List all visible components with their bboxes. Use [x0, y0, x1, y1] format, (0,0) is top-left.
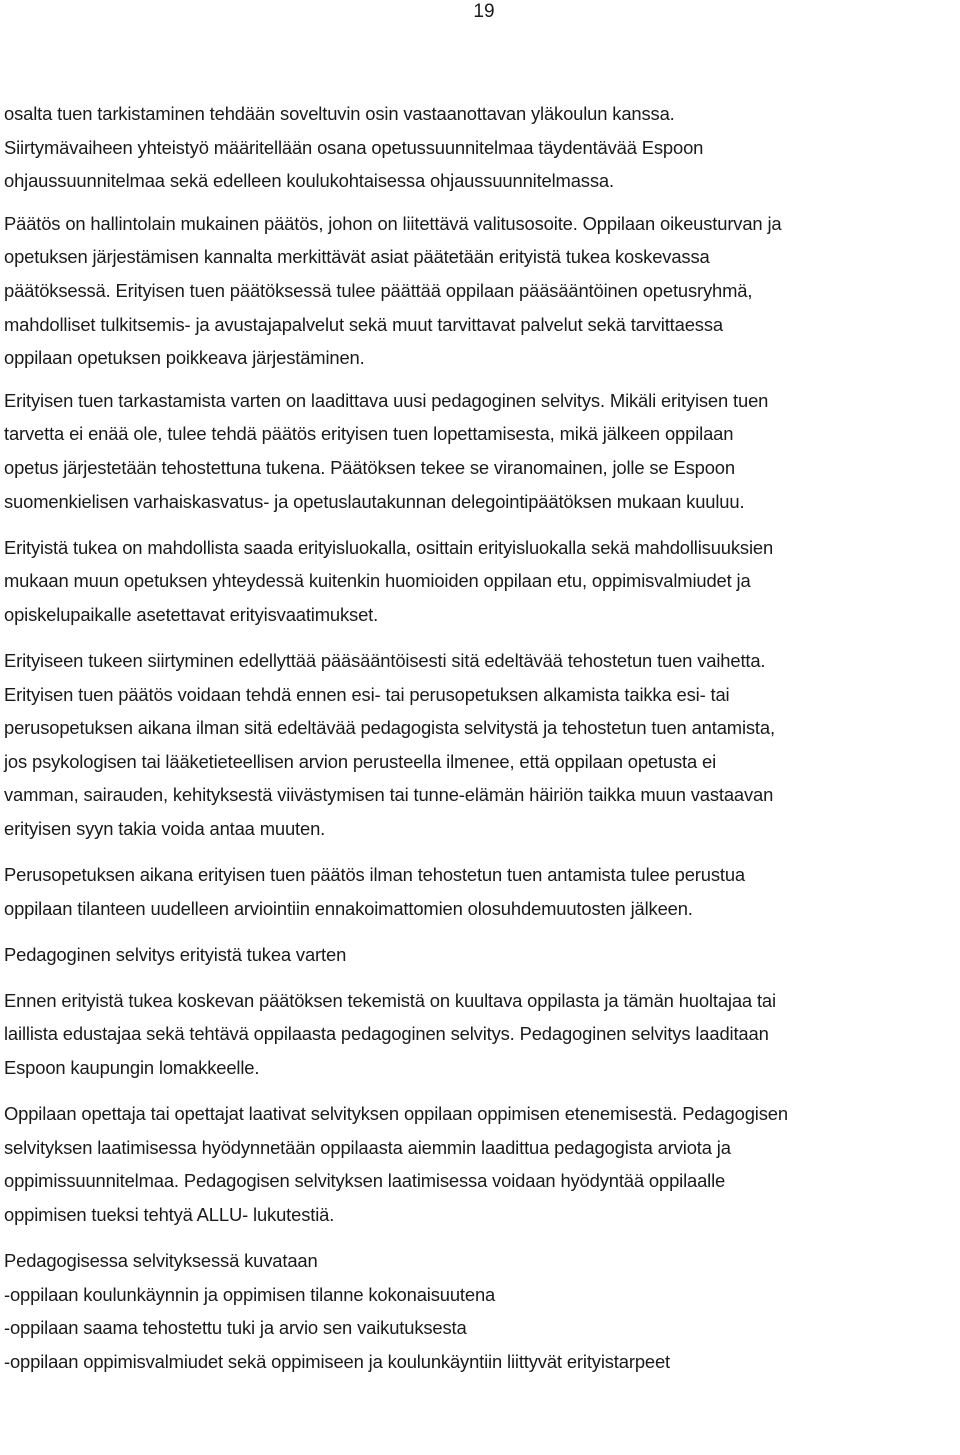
text-line: Päätös on hallintolain mukainen päätös, johon on liitettävä valitusosoite. Oppilaan oikeusturvan ja: [4, 212, 782, 234]
list-item: -oppilaan koulunkäynnin ja oppimisen tilanne kokonaisuutena: [4, 1283, 496, 1305]
text-line: Espoon kaupungin lomakkeelle.: [4, 1056, 260, 1078]
text-line: erityisen syyn takia voida antaa muuten.: [4, 817, 326, 839]
text-line: oppimisen tueksi tehtyä ALLU- lukutestiä.: [4, 1203, 335, 1225]
text-line: oppilaan tilanteen uudelleen arviointiin ennakoimattomien olosuhdemuutosten jälkeen.: [4, 897, 693, 919]
text-line: opiskelupaikalle asetettavat erityisvaatimukset.: [4, 603, 379, 625]
text-line: mahdolliset tulkitsemis- ja avustajapalvelut sekä muut tarvittavat palvelut sekä tarvittaessa: [4, 313, 723, 335]
text-line: opetus järjestetään tehostettuna tukena. Päätöksen tekee se viranomainen, jolle se Espoon: [4, 456, 735, 478]
text-line: opetuksen järjestämisen kannalta merkittävät asiat päätetään erityistä tukea koskevassa: [4, 246, 710, 268]
text-line: oppimissuunnitelmaa. Pedagogisen selvityksen laatimisessa voidaan hyödyntää oppilaalle: [4, 1170, 726, 1192]
list-heading: Pedagogisessa selvityksessä kuvataan: [4, 1249, 318, 1271]
text-line: päätöksessä. Erityisen tuen päätöksessä tulee päättää oppilaan pääsääntöinen opetusryhmä,: [4, 279, 753, 301]
text-line: Siirtymävaiheen yhteistyö määritellään osana opetussuunnitelmaa täydentävää Espoon: [4, 136, 704, 158]
list-item: -oppilaan oppimisvalmiudet sekä oppimiseen ja koulunkäyntiin liittyvät erityistarpeet: [4, 1350, 671, 1372]
section-heading: Pedagoginen selvitys erityistä tukea varten: [4, 943, 347, 965]
text-line: laillista edustajaa sekä tehtävä oppilaasta pedagoginen selvitys. Pedagoginen selvitys laaditaan: [4, 1023, 769, 1045]
text-line: mukaan muun opetuksen yhteydessä kuitenkin huomioiden oppilaan etu, oppimisvalmiudet ja: [4, 570, 751, 592]
text-line: osalta tuen tarkistaminen tehdään soveltuvin osin vastaanottavan yläkoulun kanssa.: [4, 103, 675, 124]
text-line: Erityisen tuen tarkastamista varten on laadittava uusi pedagoginen selvitys. Mikäli erityisen tuen: [4, 389, 769, 411]
page-number: 19: [473, 1, 495, 22]
text-line: jos psykologisen tai lääketieteellisen arvion perusteella ilmenee, että oppilaan opetusta ei: [4, 750, 717, 772]
text-line: vamman, sairauden, kehityksestä viivästymisen tai tunne-elämän häiriön taikka muun vastaavan: [4, 784, 774, 806]
text-line: Perusopetuksen aikana erityisen tuen päätös ilman tehostetun tuen antamista tulee perustua: [4, 863, 746, 885]
text-line: selvityksen laatimisessa hyödynnetään oppilaasta aiemmin laadittua pedagogista arviota ja: [4, 1136, 731, 1158]
text-line: Ennen erityistä tukea koskevan päätöksen tekemistä on kuultava oppilasta ja tämän huoltajaa tai: [4, 989, 776, 1011]
text-line: Erityistä tukea on mahdollista saada erityisluokalla, osittain erityisluokalla sekä mahdollisuuksien: [4, 536, 774, 558]
text-line: tarvetta ei enää ole, tulee tehdä päätös erityisen tuen lopettamisesta, mikä jälkeen oppilaan: [4, 423, 734, 445]
text-line: Erityiseen tukeen siirtyminen edellyttää pääsääntöisesti sitä edeltävää tehostetun tuen vaihetta.: [4, 649, 766, 671]
text-line: ohjaussuunnitelmaa sekä edelleen koulukohtaisessa ohjaussuunnitelmassa.: [4, 170, 614, 192]
text-line: Erityisen tuen päätös voidaan tehdä ennen esi- tai perusopetuksen alkamista taikka esi- tai: [4, 683, 730, 705]
text-line: perusopetuksen aikana ilman sitä edeltävää pedagogista selvitystä ja tehostetun tuen antamista,: [4, 717, 775, 739]
text-line: suomenkielisen varhaiskasvatus- ja opetuslautakunnan delegointipäätöksen mukaan kuuluu.: [4, 490, 745, 512]
document-body: [4, 97, 960, 1378]
text-line: oppilaan opetuksen poikkeava järjestäminen.: [4, 347, 365, 369]
text-line: Oppilaan opettaja tai opettajat laativat selvityksen oppilaan oppimisen etenemisestä. Pedagogisen: [4, 1103, 788, 1125]
list-item: -oppilaan saama tehostettu tuki ja arvio sen vaikutuksesta: [4, 1317, 467, 1339]
